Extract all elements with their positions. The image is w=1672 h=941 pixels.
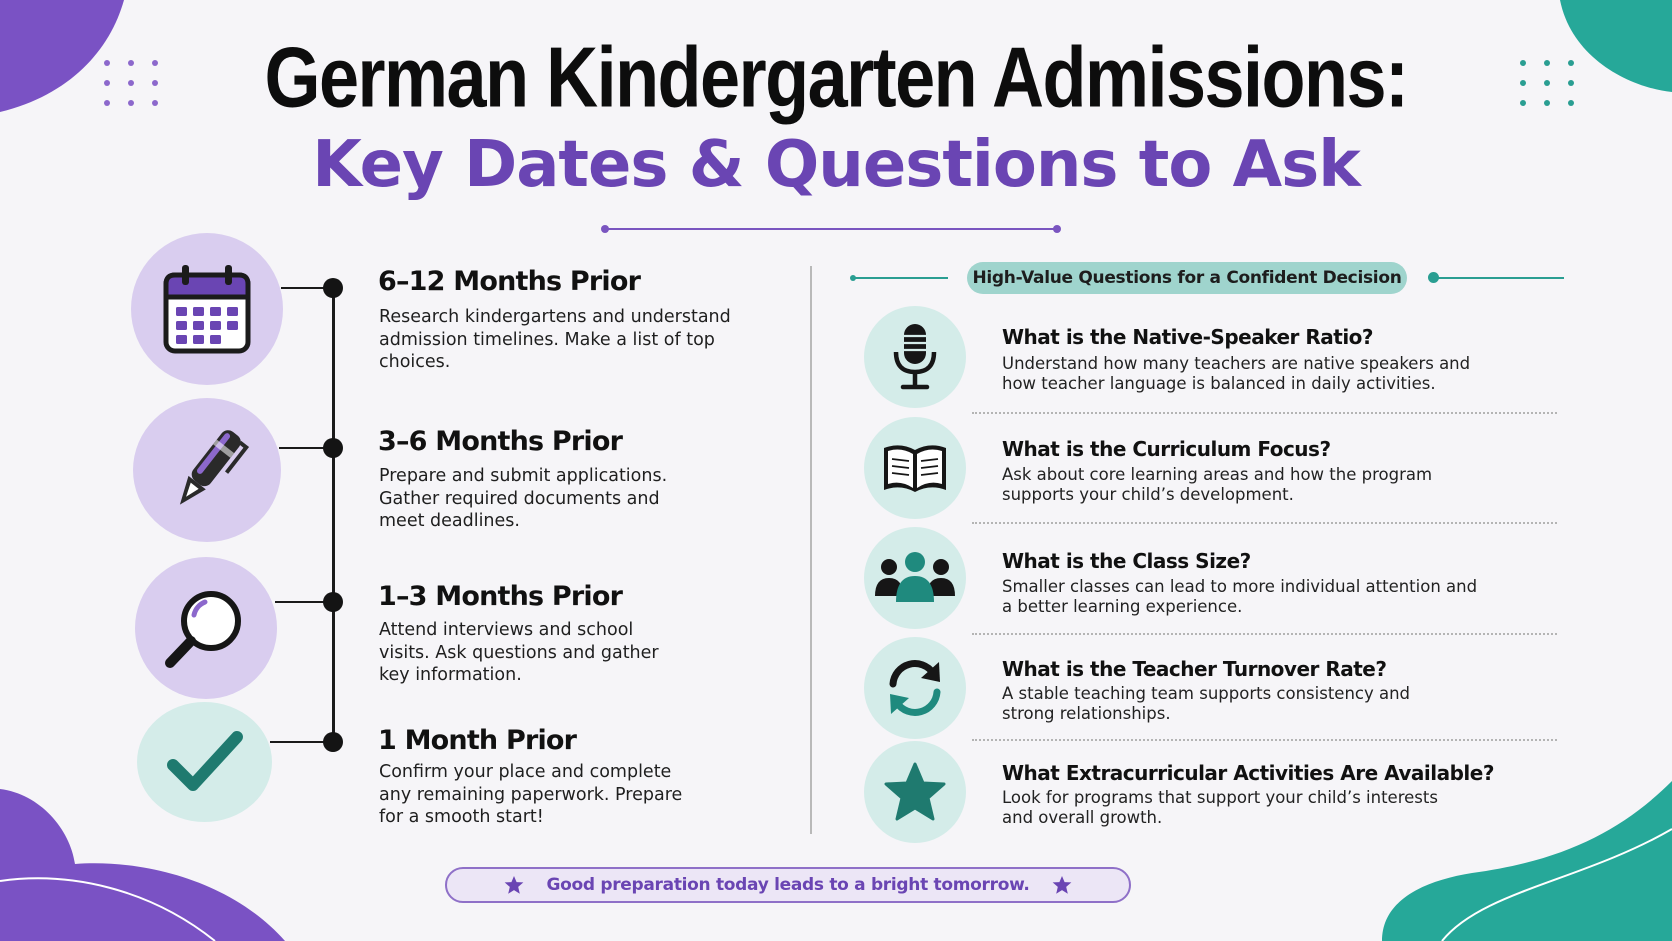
- star-icon: [504, 875, 524, 895]
- page-title: German Kindergarten Admissions:: [264, 31, 1408, 126]
- timeline-step-4-dot: [323, 732, 343, 752]
- timeline-step-2-dot: [323, 438, 343, 458]
- timeline-step-3-description: Attend interviews and school visits. Ask questions and gather key information.: [379, 620, 659, 685]
- timeline-step-2-icon-circle: [133, 398, 281, 542]
- timeline-step-4-title: 1 Month Prior: [378, 725, 577, 756]
- timeline-step-4-description: Confirm your place and complete any remaining paperwork. Prepare for a smooth start!: [379, 762, 683, 827]
- timeline-step-4-icon-circle: [137, 702, 272, 822]
- question-1-title: What is the Native-Speaker Ratio?: [1002, 325, 1374, 349]
- question-4-description: A stable teaching team supports consistency and strong relationships.: [1002, 684, 1411, 723]
- question-1-icon-circle: [864, 306, 966, 408]
- question-3-icon-circle: [864, 527, 966, 629]
- footer-text: Good preparation today leads to a bright tomorrow.: [546, 875, 1030, 895]
- timeline-step-2-title: 3–6 Months Prior: [378, 426, 623, 457]
- group-icon: [874, 550, 956, 606]
- calendar-icon: [162, 263, 252, 355]
- question-2-icon-circle: [864, 417, 966, 519]
- column-divider: [810, 266, 812, 834]
- footer-banner: [445, 867, 1131, 903]
- question-3-title: What is the Class Size?: [1002, 549, 1251, 573]
- star-icon: [1052, 875, 1072, 895]
- corner-blob-bottom-left: [0, 789, 290, 941]
- title-divider: [605, 228, 1057, 230]
- questions-heading: High-Value Questions for a Confident Decision: [967, 262, 1407, 294]
- pen-icon: [162, 420, 252, 520]
- question-separator: [972, 412, 1557, 414]
- timeline-step-3-icon-circle: [135, 557, 277, 699]
- question-4-icon-circle: [864, 637, 966, 739]
- timeline-step-1-dot: [323, 278, 343, 298]
- timeline-step-1-description: Research kindergartens and understand admission timelines. Make a list of top choices.: [379, 307, 731, 372]
- microphone-icon: [890, 322, 940, 392]
- magnifier-icon: [161, 583, 251, 673]
- question-4-title: What is the Teacher Turnover Rate?: [1002, 657, 1387, 681]
- question-2-description: Ask about core learning areas and how the program supports your child’s development.: [1002, 465, 1433, 504]
- heading-line-left: [853, 277, 948, 279]
- question-1-description: Understand how many teachers are native speakers and how teacher language is balanced in daily activities.: [1002, 354, 1471, 393]
- timeline-step-2-description: Prepare and submit applications. Gather required documents and meet deadlines.: [379, 466, 668, 531]
- question-3-description: Smaller classes can lead to more individual attention and a better learning experience.: [1002, 577, 1478, 616]
- refresh-icon: [883, 656, 947, 720]
- question-5-icon-circle: [864, 741, 966, 843]
- timeline-step-1-icon-circle: [131, 233, 283, 385]
- question-separator: [972, 633, 1557, 635]
- question-separator: [972, 522, 1557, 524]
- star-icon: [884, 762, 946, 822]
- timeline-step-3-title: 1–3 Months Prior: [378, 581, 623, 612]
- timeline-line: [332, 286, 335, 742]
- checkmark-icon: [165, 727, 245, 797]
- timeline-step-3-dot: [323, 592, 343, 612]
- book-icon: [880, 440, 950, 496]
- page-subtitle: Key Dates & Questions to Ask: [312, 128, 1360, 202]
- question-separator: [972, 739, 1557, 741]
- question-5-title: What Extracurricular Activities Are Available?: [1002, 761, 1494, 785]
- question-2-title: What is the Curriculum Focus?: [1002, 437, 1331, 461]
- question-5-description: Look for programs that support your child’s interests and overall growth.: [1002, 788, 1438, 827]
- heading-line-right: [1438, 277, 1564, 279]
- timeline-step-1-title: 6–12 Months Prior: [378, 266, 641, 297]
